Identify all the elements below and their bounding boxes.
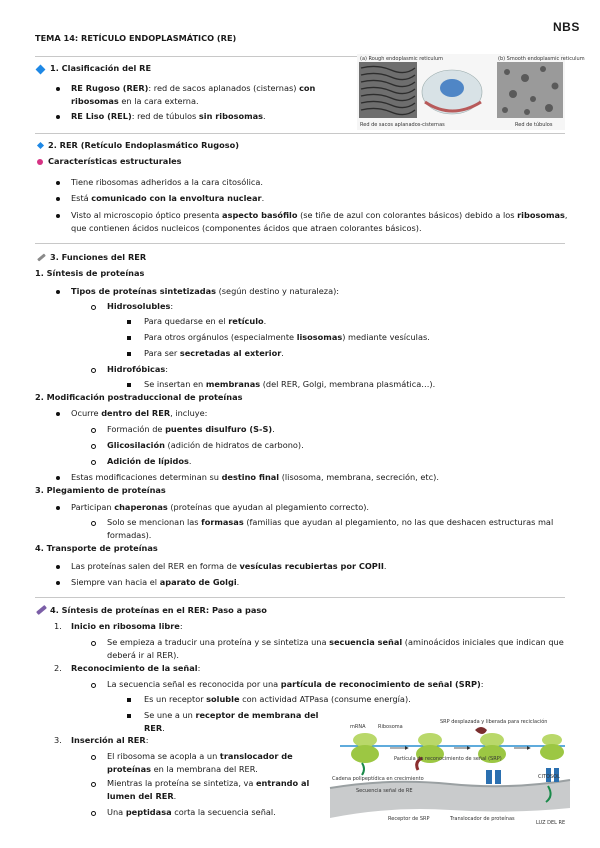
srp-translocation-diagram: [330, 718, 570, 828]
label-ribosoma: Ribosoma: [378, 724, 403, 730]
list-item: RE Rugoso (RER): red de sacos aplanados (cisternas) con: [71, 83, 316, 93]
wrench-icon: [37, 253, 46, 261]
bullet: [56, 506, 60, 510]
section-1-title: 1. Clasificación del RE: [50, 63, 152, 73]
list-item-continuation: proteínas en la membrana del RER.: [107, 764, 258, 774]
bullet: [56, 565, 60, 569]
list-item-continuation: formadas).: [107, 530, 152, 540]
list-item: Solo se mencionan las formasas (familias que ayudan al plegamiento, no las que deshacen estructuras mal: [107, 517, 554, 527]
list-item: Es un receptor soluble con actividad ATPasa (consume energía).: [144, 694, 411, 704]
label-mrna: mRNA: [350, 724, 366, 730]
section-3-title: 3. Funciones del RER: [50, 252, 147, 262]
step-title: Reconocimiento de la señal:: [71, 663, 201, 673]
list-item: Siempre van hacia el aparato de Golgi.: [71, 577, 240, 587]
list-item: Formación de puentes disulfuro (S-S).: [107, 424, 275, 434]
list-item: Hidrosolubles:: [107, 301, 174, 311]
step-number: 2.: [54, 663, 62, 673]
brand-mark: NBS: [553, 20, 580, 34]
list-item: Se empieza a traducir una proteína y se sintetiza una secuencia señal (aminoácidos iniciales que indican que: [107, 637, 564, 647]
list-item: Hidrofóbicas:: [107, 364, 169, 374]
list-item: El ribosoma se acopla a un translocador de: [107, 751, 293, 761]
list-item: Una peptidasa corta la secuencia señal.: [107, 807, 276, 817]
list-item: Participan chaperonas (proteínas que ayudan al plegamiento correcto).: [71, 502, 370, 512]
bullet: [56, 290, 60, 294]
circle-bullet: [91, 782, 96, 787]
label-srp-released: SRP desplazada y liberada para reciclación: [440, 719, 548, 725]
figure-caption-left: Red de sacos aplanados-cisternas: [360, 122, 445, 128]
circle-bullet: [91, 444, 96, 449]
section-4-title: 4. Síntesis de proteínas en el RER: Paso a paso: [50, 605, 267, 615]
square-bullet: [127, 336, 131, 340]
list-item: Estas modificaciones determinan su destino final (lisosoma, membrana, secreción, etc).: [71, 472, 439, 482]
list-item: RE Liso (REL): red de túbulos sin ribosomas.: [71, 111, 266, 121]
divider: [35, 597, 565, 598]
diamond-icon: [36, 65, 46, 75]
circle-bullet: [91, 683, 96, 688]
list-item: Visto al microscopio óptico presenta aspecto basófilo (se tiñe de azul con colorantes básicos) debido a los ribosomas,: [71, 210, 568, 220]
circle-bullet: [91, 811, 96, 816]
list-item: Ocurre dentro del RER, incluye:: [71, 408, 208, 418]
list-item-continuation: que contienen ácidos nucleicos (componentes ácidos que atraen colorantes básicos).: [71, 223, 422, 233]
list-item: Mientras la proteína se sintetiza, va entrando al: [107, 778, 310, 788]
list-item: Glicosilación (adición de hidratos de carbono).: [107, 440, 304, 450]
section-2-title: 2. RER (Retículo Endoplasmático Rugoso): [48, 140, 239, 150]
bullet: [56, 476, 60, 480]
list-item: Se insertan en membranas (del RER, Golgi, membrana plasmática…).: [144, 379, 436, 389]
label-citosol: CITOSOL: [538, 774, 560, 780]
list-item: Está comunicado con la envoltura nuclear.: [71, 193, 265, 203]
bullet: [56, 87, 60, 91]
circle-bullet: [91, 428, 96, 433]
square-bullet: [127, 383, 131, 387]
figure-label-smooth: (b) Smooth endoplasmic reticulum: [498, 56, 585, 62]
subsection-title: 2. Modificación postraduccional de proteínas: [35, 392, 243, 402]
circle-bullet: [91, 368, 96, 373]
re-micrograph-figure: [357, 54, 585, 130]
step-number: 1.: [54, 621, 62, 631]
step-title: Inserción al RER:: [71, 735, 149, 745]
syringe-icon: [36, 605, 47, 615]
list-item-continuation: ribosomas en la cara externa.: [71, 96, 199, 106]
diamond-icon: [37, 142, 44, 149]
label-secuencia: Secuencia señal de RE: [356, 788, 413, 794]
label-particula: Partícula de reconocimiento de señal (SRP): [394, 756, 502, 762]
circle-bullet: [91, 521, 96, 526]
list-item: Para ser secretadas al exterior.: [144, 348, 284, 358]
divider: [35, 133, 565, 134]
list-item-continuation: lumen del RER.: [107, 791, 177, 801]
subsection-title: 3. Plegamiento de proteínas: [35, 485, 166, 495]
figure-caption-right: Red de túbulos: [515, 122, 553, 128]
label-luz: LUZ DEL RE: [536, 820, 566, 826]
list-item: Adición de lípidos.: [107, 456, 192, 466]
bullet: [56, 197, 60, 201]
divider: [35, 243, 565, 244]
microscope-icon: [37, 159, 43, 165]
bullet: [56, 214, 60, 218]
square-bullet: [127, 320, 131, 324]
bullet: [56, 115, 60, 119]
list-item-continuation: deberá ir al RER).: [107, 650, 179, 660]
bullet: [56, 181, 60, 185]
circle-bullet: [91, 460, 96, 465]
list-item: Se une a un receptor de membrana del: [144, 710, 319, 720]
list-item: Para otros orgánulos (especialmente lisosomas) mediante vesículas.: [144, 332, 430, 342]
list-item-continuation: RER.: [144, 723, 165, 733]
list-item: Para quedarse en el retículo.: [144, 316, 267, 326]
circle-bullet: [91, 305, 96, 310]
circle-bullet: [91, 755, 96, 760]
step-number: 3.: [54, 735, 62, 745]
subsection-title: 4. Transporte de proteínas: [35, 543, 158, 553]
square-bullet: [127, 352, 131, 356]
document-title: TEMA 14: RETÍCULO ENDOPLASMÁTICO (RE): [35, 33, 237, 43]
label-cadena: Cadena polipeptídica en crecimiento: [332, 776, 424, 782]
list-item: Tiene ribosomas adheridos a la cara citosólica.: [71, 177, 263, 187]
label-translocador: Translocador de proteínas: [450, 816, 515, 822]
square-bullet: [127, 698, 131, 702]
square-bullet: [127, 714, 131, 718]
subsection-title: 1. Síntesis de proteínas: [35, 268, 145, 278]
subheading: Características estructurales: [48, 156, 182, 166]
list-item: Las proteínas salen del RER en forma de vesículas recubiertas por COPII.: [71, 561, 387, 571]
bullet: [56, 412, 60, 416]
circle-bullet: [91, 641, 96, 646]
list-item: Tipos de proteínas sintetizadas (según destino y naturaleza):: [71, 286, 340, 296]
figure-label-rough: (a) Rough endoplasmic reticulum: [360, 56, 443, 62]
list-item: La secuencia señal es reconocida por una partícula de reconocimiento de señal (SRP):: [107, 679, 484, 689]
bullet: [56, 581, 60, 585]
step-title: Inicio en ribosoma libre:: [71, 621, 183, 631]
label-receptor: Receptor de SRP: [388, 816, 430, 822]
